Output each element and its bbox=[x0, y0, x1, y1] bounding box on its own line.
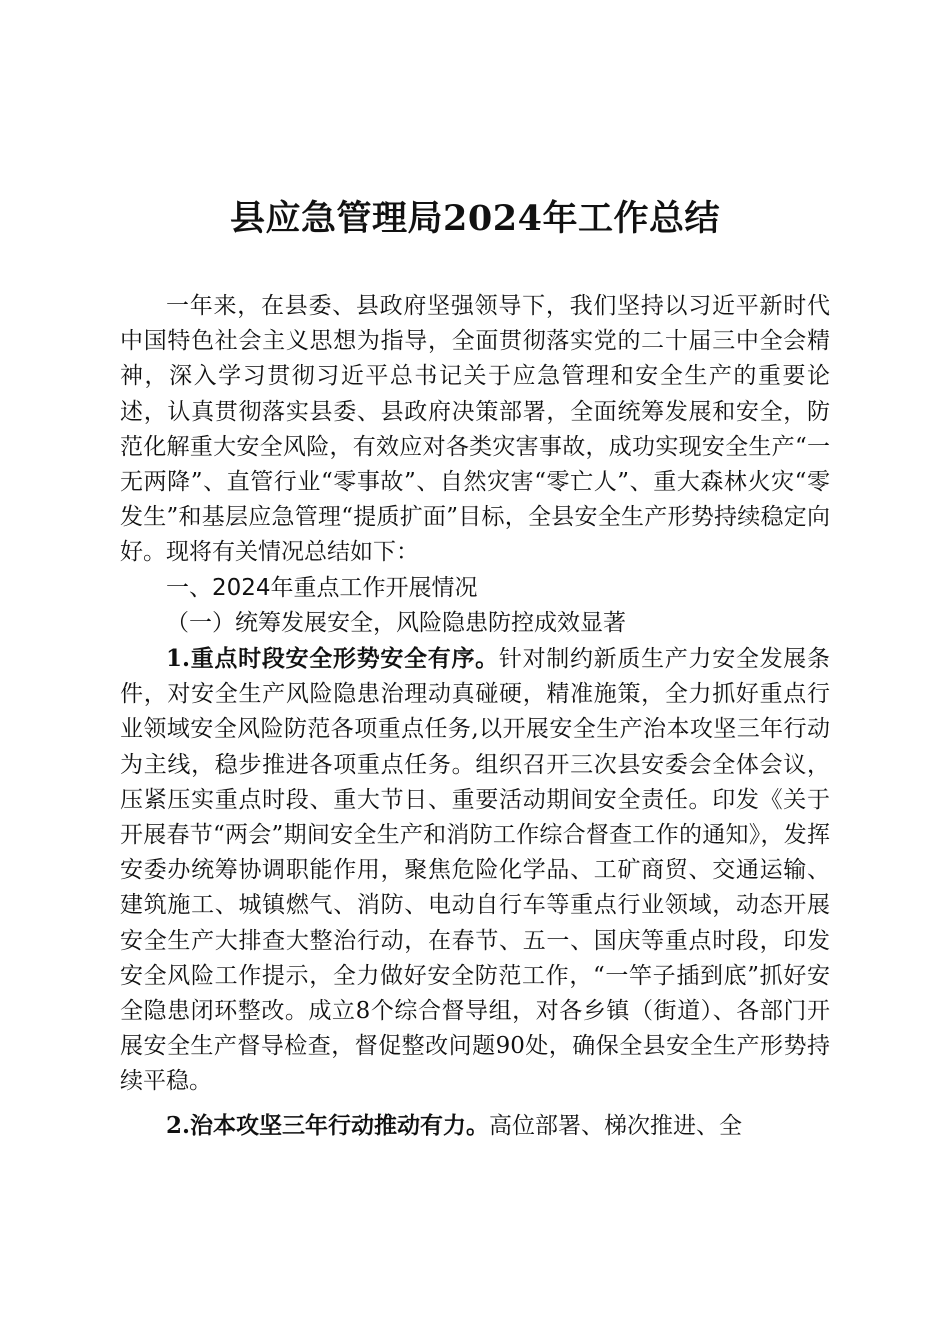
item-2-text: 高位部署、梯次推进、全 bbox=[489, 1112, 743, 1139]
document-body bbox=[120, 289, 830, 1144]
intro-paragraph: 一年来，在县委、县政府坚强领导下，我们坚持以习近平新时代中国特色社会主义思想为指导，全面贯彻落实党的二十届三中全会精神，深入学习贯彻习近平总书记关于应急管理和安全生产的重要论述，认真贯彻落实县委、县政府决策部署，全面统筹发展和安全，防范化解重大安全风险，有效应对各类灾害事故，成功实现安全生产“一无两降”、直管行业“零事故”、自然灾害“零亡人”、重大森林火灾“零发生”和基层应急管理“提质扩面”目标，全县安全生产形势持续稳定向好。现将有关情况总结如下： bbox=[120, 293, 830, 566]
item-1-text: 针对制约新质生产力安全发展条件，对安全生产风险隐患治理动真碰硬，精准施策，全力抓好重点行业领域安全风险防范各项重点任务,以开展安全生产治本攻坚三年行动为主线，稳步推进各项重点任务。组织召开三次县安委会全体会议，压紧压实重点时段、重大节日、重要活动期间安全责任。印发《关于开展春节“两会”期间安全生产和消防工作综合督查工作的通知》，发挥安委办统筹协调职能作用，聚焦危险化学品、工矿商贸、交通运输、建筑施工、城镇燃气、消防、电动自行车等重点行业领域，动态开展安全生产大排查大整治行动，在春节、五一、国庆等重点时段，印发安全风险工作提示，全力做好安全防范工作，“一竿子插到底”抓好安全隐患闭环整改。成立8个综合督导组，对各乡镇（街道）、各部门开展安全生产督导检查，督促整改问题90处，确保全县安全生产形势持续平稳。 bbox=[120, 646, 830, 1095]
item-paragraph-2 bbox=[120, 1108, 830, 1144]
item-1-lead: 1.重点时段安全形势安全有序。 bbox=[166, 645, 499, 673]
item-paragraph-1 bbox=[120, 641, 830, 1100]
document-title: 县应急管理局2024年工作总结 bbox=[230, 198, 720, 239]
subsection-heading: （一）统筹发展安全，风险隐患防控成效显著 bbox=[166, 609, 626, 636]
section-heading: 一、2024年重点工作开展情况 bbox=[166, 574, 478, 601]
item-2-lead: 2.治本攻坚三年行动推动有力。 bbox=[166, 1111, 490, 1139]
